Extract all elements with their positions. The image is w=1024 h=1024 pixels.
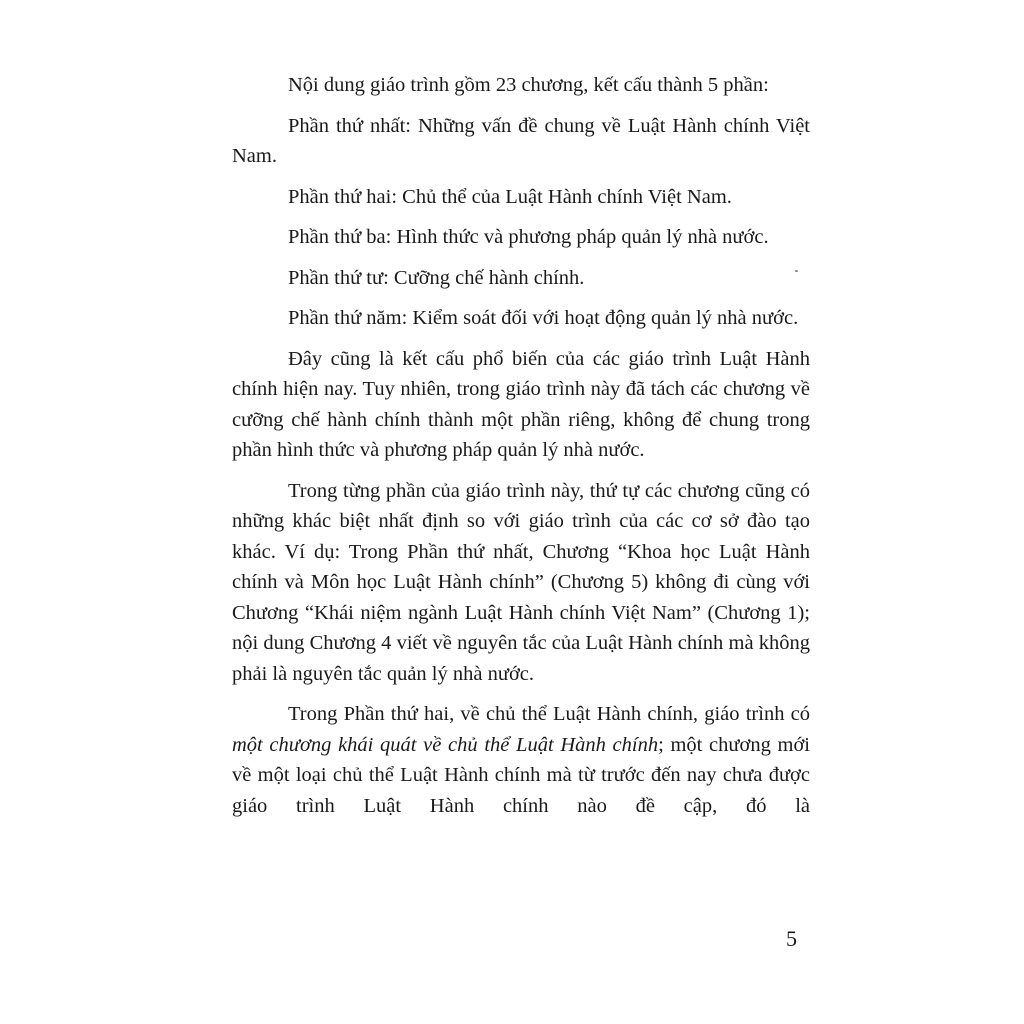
paragraph-intro: Nội dung giáo trình gồm 23 chương, kết cấu thành 5 phần: [288, 74, 769, 96]
paragraph-structure-note: Đây cũng là kết cấu phổ biến của các giáo trình Luật Hành chính hiện nay. Tuy nhiên, trong giáo trình này đã tách các chương về cưỡng chế hành chính thành một phần riêng, không để chung trong phần hình thức và phương pháp quản lý nhà nước. [232, 347, 810, 461]
paragraph-part-2-detail [232, 699, 810, 821]
paragraph-chapter-order: Trong từng phần của giáo trình này, thứ tự các chương cũng có những khác biệt nhất định so với giáo trình của các cơ sở đào tạo khác. Ví dụ: Trong Phần thứ nhất, Chương “Khoa học Luật Hành chính và Môn học Luật Hành chính” (Chương 5) không đi cùng với Chương “Khái niệm ngành Luật Hành chính Việt Nam” (Chương 1); nội dung Chương 4 viết về nguyên tắc của Luật Hành chính mà không phải là nguyên tắc quản lý nhà nước. [232, 479, 810, 685]
scan-speck [795, 270, 798, 272]
paragraph-part-5: Phần thứ năm: Kiểm soát đối với hoạt động quản lý nhà nước. [288, 307, 799, 329]
page-number: 5 [786, 926, 797, 951]
paragraph-part-2: Phần thứ hai: Chủ thể của Luật Hành chính Việt Nam. [288, 185, 732, 208]
body-text [232, 70, 810, 831]
paragraph-part-3: Phần thứ ba: Hình thức và phương pháp quản lý nhà nước. [288, 226, 769, 248]
paragraph-text-continued: ; một chương mới về một loại chủ thể Luật Hành chính mà từ trước đến nay chưa được giáo trình Luật Hành chính nào đề cập, đó là [232, 733, 810, 817]
italic-phrase: một chương khái quát về chủ thể Luật Hành chính [232, 733, 659, 756]
paragraph-part-1: Phần thứ nhất: Những vấn đề chung về Luật Hành chính Việt Nam. [232, 114, 810, 167]
paragraph-part-4: Phần thứ tư: Cưỡng chế hành chính. [288, 266, 585, 289]
paragraph-text: Trong Phần thứ hai, về chủ thể Luật Hành chính, giáo trình có [288, 703, 810, 725]
